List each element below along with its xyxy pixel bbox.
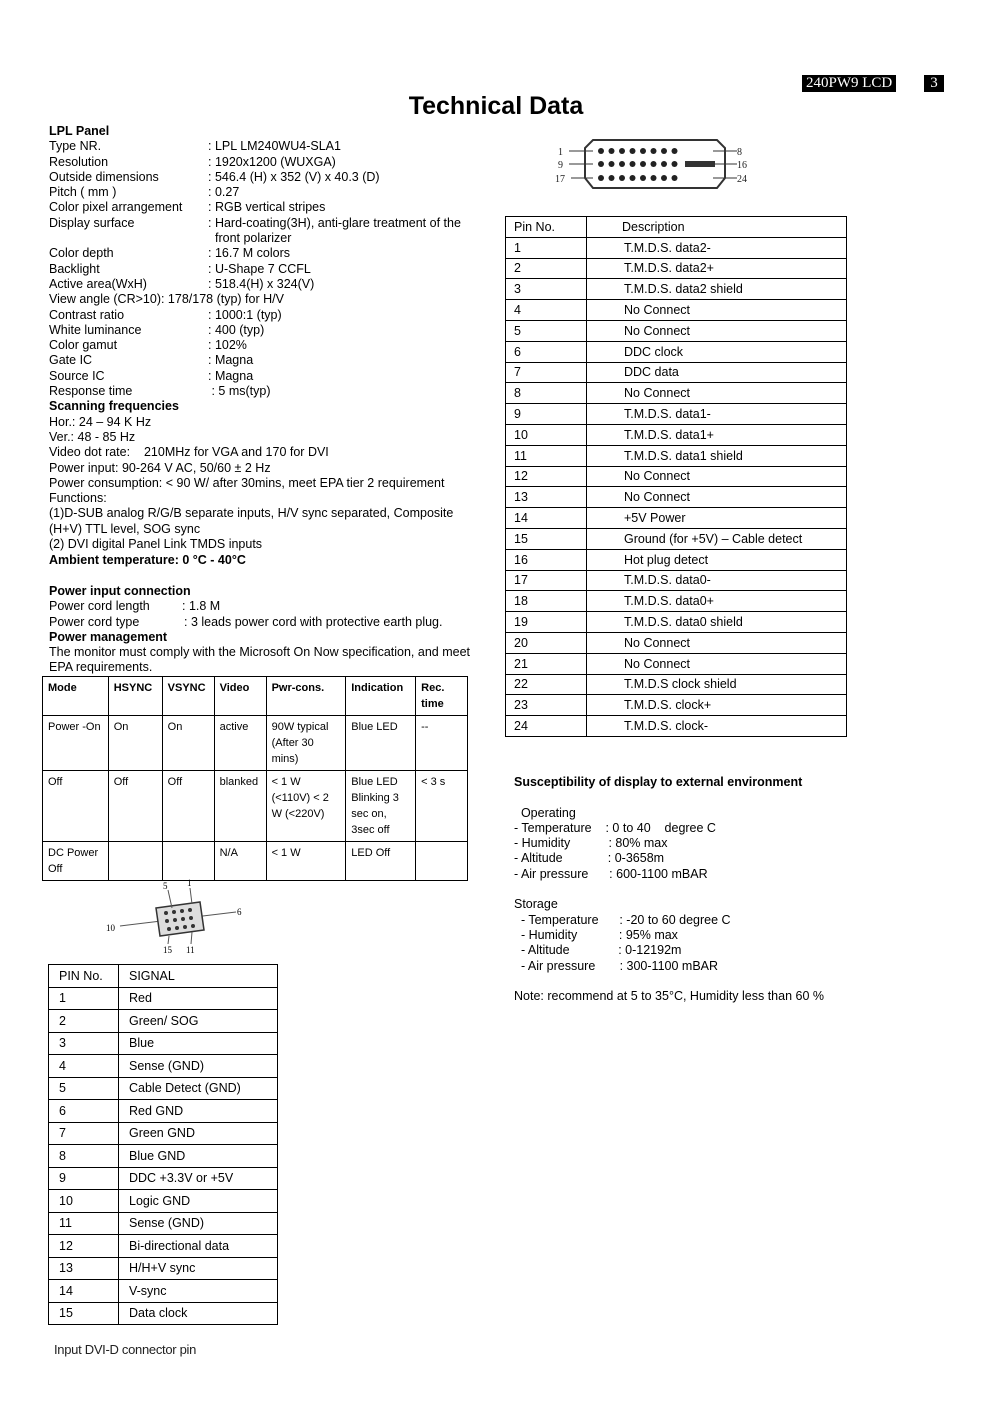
power-management-body: [43, 716, 468, 881]
spec-row-continued: [49, 231, 489, 246]
pm-col-header: Pwr-cons.: [266, 677, 346, 716]
vga-pin-row: [49, 1032, 278, 1055]
dvi-pin-dot: [661, 175, 667, 181]
dvi-pin-description: +5V Power: [587, 508, 847, 529]
dvi-pin-row: [506, 487, 847, 508]
dvi-pin-row: [506, 632, 847, 653]
vga-pin-signal: Blue: [119, 1032, 278, 1055]
pm-cell: [162, 842, 214, 881]
dvi-pin-dot: [609, 161, 615, 167]
dvi-pin-number: 8: [506, 383, 587, 404]
vga-pin-body: [49, 987, 278, 1325]
dvi-pin-description: T.M.D.S. clock-: [587, 716, 847, 737]
vga-pin-table: [48, 964, 278, 1325]
spec-value: : Magna: [208, 353, 254, 368]
dvi-pin-number: 22: [506, 674, 587, 695]
spec-value: : 0.27: [208, 185, 240, 200]
dvi-pin-label-8: 8: [737, 147, 742, 158]
page-title: Technical Data: [408, 92, 584, 120]
dvi-pin-description: T.M.D.S. data0 shield: [587, 612, 847, 633]
vga-pin-signal: Green GND: [119, 1122, 278, 1145]
dvi-pin-row: [506, 424, 847, 445]
spacer: [514, 790, 934, 805]
dvi-pin-description: DDC data: [587, 362, 847, 383]
dvi-pin-number: 5: [506, 320, 587, 341]
spacer: [514, 882, 934, 897]
vga-pin-label-10: 10: [106, 923, 115, 933]
power-input-heading: Power input connection: [49, 583, 191, 598]
dvi-pin-description: No Connect: [587, 466, 847, 487]
vga-pin-row: [49, 1122, 278, 1145]
pm-cell: --: [416, 716, 468, 771]
dvi-pin-row: [506, 716, 847, 737]
power-management-heading: Power management: [49, 629, 168, 644]
vga-pin-signal: Data clock: [119, 1302, 278, 1325]
dvi-pin-description: T.M.D.S. data0-: [587, 570, 847, 591]
dvi-pin-number: 2: [506, 258, 587, 279]
spec-label: Type NR.: [49, 139, 102, 154]
dvi-pin-row: [506, 570, 847, 591]
vga-pin-row: [49, 1257, 278, 1280]
dvi-pin-row: [506, 591, 847, 612]
pm-cell: DC Power Off: [43, 842, 109, 881]
dvi-pin-row: [506, 612, 847, 633]
storage-title: Storage: [514, 897, 558, 912]
dvi-pin-label-17: 17: [555, 174, 565, 185]
vga-pin-number: 14: [49, 1280, 119, 1303]
pm-col-header: VSYNC: [162, 677, 214, 716]
spec-label: Source IC: [49, 368, 105, 383]
vga-pin-header-row: [49, 965, 278, 988]
vga-pin-row: [49, 1145, 278, 1168]
pm-cell: [416, 842, 468, 881]
pm-cell: Blue LED: [346, 716, 416, 771]
spec-value: : 400 (typ): [208, 322, 265, 337]
pm-cell: blanked: [214, 771, 266, 842]
spec-row: [49, 200, 489, 215]
dvi-pin-description: No Connect: [587, 487, 847, 508]
spec-label: Color gamut: [49, 338, 118, 353]
dvi-pin-dot: [609, 175, 615, 181]
storage-conditions: [514, 913, 934, 974]
pm-cell: active: [214, 716, 266, 771]
pm-cell: Blue LED Blinking 3 sec on, 3sec off: [346, 771, 416, 842]
environment-line: - Temperature : -20 to 60 degree C: [514, 912, 731, 927]
dvi-pin-number: 19: [506, 612, 587, 633]
vga-pin-row: [49, 1077, 278, 1100]
dvi-pin-description: No Connect: [587, 632, 847, 653]
spec-row: [49, 262, 489, 277]
scanning-line: Power input: 90-264 V AC, 50/60 ± 2 Hz: [49, 460, 271, 475]
vga-pin-number: 3: [49, 1032, 119, 1055]
vga-pin-row: [49, 1302, 278, 1325]
spec-label: Contrast ratio: [49, 307, 125, 322]
panel-specs-2: [49, 308, 489, 400]
dvi-pin-number: 16: [506, 549, 587, 570]
spec-value-continued: front polarizer: [215, 231, 292, 246]
dvi-pin-dot: [619, 148, 625, 154]
vga-pin-row: [49, 1235, 278, 1258]
dvi-pin-description: T.M.D.S. data2-: [587, 237, 847, 258]
dvi-pin-row: [506, 300, 847, 321]
dvi-pin-dot: [640, 148, 646, 154]
pm-col-header: Indication: [346, 677, 416, 716]
environment-line: - Air pressure : 300-1100 mBAR: [514, 958, 719, 973]
dvi-pin-description: T.M.D.S. clock+: [587, 695, 847, 716]
dvi-pin-description: T.M.D.S. data2 shield: [587, 279, 847, 300]
vga-pin-signal: DDC +3.3V or +5V: [119, 1167, 278, 1190]
dvi-pin-col-header: Pin No.: [506, 217, 587, 238]
power-management-table: [42, 676, 468, 881]
dvi-pin-dot: [598, 175, 604, 181]
vga-pin-number: 5: [49, 1077, 119, 1100]
dvi-pin-body: [506, 237, 847, 736]
vga-pin-number: 9: [49, 1167, 119, 1190]
ambient-temperature: Ambient temperature: 0 °C - 40°C: [49, 553, 246, 568]
pm-cell: [108, 842, 162, 881]
operating-title: Operating: [514, 805, 576, 820]
dvi-pin-description: No Connect: [587, 320, 847, 341]
spec-value: : 102%: [208, 338, 247, 353]
power-management-text: The monitor must comply with the Microsoft On Now specification, and meet EPA requirements.: [49, 645, 470, 675]
vga-pin-signal: Sense (GND): [119, 1055, 278, 1078]
environment-note: Note: recommend at 5 to 35°C, Humidity less than 60 %: [514, 989, 825, 1004]
dvi-pin-number: 12: [506, 466, 587, 487]
dvi-pin-description: No Connect: [587, 300, 847, 321]
spec-label: Outside dimensions: [49, 169, 159, 184]
dvi-pin-header-row: [506, 217, 847, 238]
environment-line: - Humidity : 95% max: [514, 927, 678, 942]
vga-connector-diagram: [100, 876, 260, 958]
environment-line: - Humidity : 80% max: [514, 836, 668, 851]
spec-value: : U-Shape 7 CCFL: [208, 261, 311, 276]
dvi-pin-description: T.M.D.S. data2+: [587, 258, 847, 279]
scanning-line: (H+V) TTL level, SOG sync: [49, 521, 201, 536]
vga-pin-row: [49, 1055, 278, 1078]
panel-specs: [49, 139, 489, 292]
dvi-pin-description: DDC clock: [587, 341, 847, 362]
pm-col-header: Video: [214, 677, 266, 716]
pm-col-header: HSYNC: [108, 677, 162, 716]
spec-label: Gate IC: [49, 353, 93, 368]
dvi-pin-row: [506, 549, 847, 570]
dvi-pin-row: [506, 404, 847, 425]
vga-pin-signal: Red GND: [119, 1100, 278, 1123]
vga-pin-signal: Blue GND: [119, 1145, 278, 1168]
dvi-pin-number: 9: [506, 404, 587, 425]
dvi-pin-number: 15: [506, 528, 587, 549]
dvi-pin-number: 13: [506, 487, 587, 508]
pm-col-header: Rec. time: [416, 677, 468, 716]
dvi-pin-description: Ground (for +5V) – Cable detect: [587, 528, 847, 549]
vga-pin-number: 4: [49, 1055, 119, 1078]
dvi-pin-dot: [640, 175, 646, 181]
dvi-pin-description: T.M.D.S. data1+: [587, 424, 847, 445]
spec-value: : 1000:1 (typ): [208, 307, 282, 322]
dvi-pin-row: [506, 528, 847, 549]
vga-pin-signal: Red: [119, 987, 278, 1010]
power-cord-length-label: Power cord length: [49, 599, 150, 614]
spec-label: Color depth: [49, 246, 114, 261]
pm-cell: On: [162, 716, 214, 771]
vga-pin-label-6: 6: [237, 907, 242, 917]
scanning-line: Power consumption: < 90 W/ after 30mins, meet EPA tier 2 requirement: [49, 475, 445, 490]
pm-col-header: Mode: [43, 677, 109, 716]
dvi-pin-dot: [619, 161, 625, 167]
spec-value: : LPL LM240WU4-SLA1: [208, 139, 341, 154]
dvi-pin-dot: [661, 148, 667, 154]
vga-pin-signal: H/H+V sync: [119, 1257, 278, 1280]
dvi-pin-description: T.M.D.S clock shield: [587, 674, 847, 695]
power-cord-length-value: : 1.8 M: [182, 599, 221, 614]
spacer: [514, 974, 934, 989]
dvi-pin-row: [506, 258, 847, 279]
power-cord-type-value: : 3 leads power cord with protective earth plug.: [184, 614, 443, 629]
dvi-pin-row: [506, 237, 847, 258]
dvi-pin-label-1: 1: [558, 147, 563, 158]
dvi-pin-description: Hot plug detect: [587, 549, 847, 570]
vga-pin-label-5: 5: [163, 881, 168, 891]
page-number: 3: [924, 75, 944, 92]
spec-row: [49, 338, 489, 353]
scanning-heading: Scanning frequencies: [49, 399, 179, 414]
pm-cell: Off: [43, 771, 109, 842]
vga-pin-label-11: 11: [186, 945, 195, 955]
dvi-pin-description: T.M.D.S. data1-: [587, 404, 847, 425]
scanning-line: Video dot rate: 210MHz for VGA and 170 for DVI: [49, 445, 329, 460]
power-management-header-row: [43, 677, 468, 716]
scanning-line: Ver.: 48 - 85 Hz: [49, 429, 136, 444]
vga-pin-number: 10: [49, 1190, 119, 1213]
dvi-pin-number: 17: [506, 570, 587, 591]
pm-cell: LED Off: [346, 842, 416, 881]
vga-pin-row: [49, 1100, 278, 1123]
vga-pin-col-header: PIN No.: [49, 965, 119, 988]
pm-cell: < 3 s: [416, 771, 468, 842]
environment-line: - Altitude : 0-12192m: [514, 943, 682, 958]
dvi-pin-row: [506, 383, 847, 404]
dvi-pin-number: 23: [506, 695, 587, 716]
environment-section: [514, 775, 934, 1004]
dvi-pin-table: [505, 216, 847, 737]
pm-cell: Power -On: [43, 716, 109, 771]
figure-caption: Input DVI-D connector pin: [54, 1342, 197, 1357]
vga-pin-signal: Green/ SOG: [119, 1010, 278, 1033]
dvi-pin-number: 10: [506, 424, 587, 445]
dvi-pin-row: [506, 695, 847, 716]
lpl-panel-heading: LPL Panel: [49, 124, 110, 138]
pm-cell: Off: [108, 771, 162, 842]
pm-cell: Off: [162, 771, 214, 842]
spec-label: White luminance: [49, 322, 142, 337]
dvi-pin-number: 21: [506, 653, 587, 674]
dvi-pin-description: T.M.D.S. data0+: [587, 591, 847, 612]
spec-value: : 546.4 (H) x 352 (V) x 40.3 (D): [208, 169, 380, 184]
dvi-pin-row: [506, 674, 847, 695]
spec-row: [49, 139, 489, 154]
dvi-desc-col-header: Description: [587, 217, 847, 238]
spec-value: : Hard-coating(3H), anti-glare treatment of the: [208, 215, 461, 230]
dvi-pin-label-16: 16: [737, 160, 747, 171]
vga-pin-row: [49, 1010, 278, 1033]
dvi-pin-dot: [598, 161, 604, 167]
vga-pin-number: 8: [49, 1145, 119, 1168]
dvi-pin-row: [506, 445, 847, 466]
spec-row: [49, 246, 489, 261]
spec-row: [49, 308, 489, 323]
pm-cell: < 1 W: [266, 842, 346, 881]
dvi-pin-number: 7: [506, 362, 587, 383]
vga-pin-row: [49, 987, 278, 1010]
dvi-pin-row: [506, 362, 847, 383]
spec-label: Response time: [49, 384, 133, 399]
dvi-pin-dot: [609, 148, 615, 154]
dvi-pin-number: 3: [506, 279, 587, 300]
dvi-pin-number: 6: [506, 341, 587, 362]
vga-pin-number: 15: [49, 1302, 119, 1325]
dvi-pin-dot: [630, 161, 636, 167]
spec-label: Color pixel arrangement: [49, 200, 183, 215]
spec-row: [49, 155, 489, 170]
vga-pin-number: 7: [49, 1122, 119, 1145]
spec-label: Resolution: [49, 154, 109, 169]
vga-pin-number: 1: [49, 987, 119, 1010]
spec-row: [49, 369, 489, 384]
spec-row: [49, 384, 489, 399]
spec-label: Pitch ( mm ): [49, 185, 117, 200]
environment-line: - Temperature : 0 to 40 degree C: [514, 820, 716, 835]
spec-value: : Magna: [208, 368, 254, 383]
dvi-pin-row: [506, 466, 847, 487]
pm-cell: N/A: [214, 842, 266, 881]
dvi-pin-number: 14: [506, 508, 587, 529]
spacer: [49, 569, 489, 584]
dvi-pin-dot: [640, 161, 646, 167]
view-angle: View angle (CR>10): 178/178 (typ) for H/V: [49, 292, 284, 307]
dvi-pin-number: 1: [506, 237, 587, 258]
vga-pin-number: 12: [49, 1235, 119, 1258]
dvi-pin-dot: [672, 175, 678, 181]
scanning-line: Functions:: [49, 491, 107, 506]
header-model: 240PW9 LCD: [802, 75, 896, 92]
spec-row: [49, 353, 489, 368]
vga-signal-col-header: SIGNAL: [119, 965, 278, 988]
dvi-pin-label-24: 24: [737, 174, 747, 185]
vga-pin-row: [49, 1190, 278, 1213]
vga-pin-row: [49, 1280, 278, 1303]
dvi-pin-number: 18: [506, 591, 587, 612]
vga-pin-signal: Sense (GND): [119, 1212, 278, 1235]
dvi-pin-description: No Connect: [587, 383, 847, 404]
dvi-connector-diagram: [553, 136, 755, 190]
dvi-pin-dot: [672, 161, 678, 167]
environment-line: - Air pressure : 600-1100 mBAR: [514, 866, 708, 881]
scanning-line: Hor.: 24 – 94 K Hz: [49, 414, 152, 429]
power-cord-type-label: Power cord type: [49, 614, 140, 629]
dvi-pin-dot: [630, 175, 636, 181]
vga-pin-signal: Bi-directional data: [119, 1235, 278, 1258]
vga-pin-label-1: 1: [187, 878, 192, 888]
scanning-lines: [49, 415, 489, 553]
spec-row: [49, 185, 489, 200]
spec-value: : 5 ms(typ): [208, 384, 271, 399]
pm-cell: 90W typical (After 30 mins): [266, 716, 346, 771]
dvi-pin-dot: [651, 148, 657, 154]
dvi-pin-description: No Connect: [587, 653, 847, 674]
pm-row: [43, 842, 468, 881]
spec-section: [49, 124, 489, 676]
spec-row: [49, 216, 489, 231]
dvi-pin-dot: [672, 148, 678, 154]
operating-conditions: [514, 821, 934, 882]
pm-cell: < 1 W (<110V) < 2 W (<220V): [266, 771, 346, 842]
spec-label: Active area(WxH): [49, 276, 147, 291]
pm-cell: On: [108, 716, 162, 771]
vga-pin-number: 11: [49, 1212, 119, 1235]
dvi-pin-dot: [661, 161, 667, 167]
scanning-line: (1)D-SUB analog R/G/B separate inputs, H/V sync separated, Composite: [49, 506, 454, 521]
power-cord-length: [49, 599, 489, 614]
vga-pin-signal: V-sync: [119, 1280, 278, 1303]
dvi-pin-number: 20: [506, 632, 587, 653]
dvi-pin-row: [506, 508, 847, 529]
dvi-pin-label-9: 9: [558, 160, 563, 171]
vga-pin-number: 13: [49, 1257, 119, 1280]
spec-label: Backlight: [49, 261, 100, 276]
spec-label: Display surface: [49, 215, 135, 230]
dvi-pin-dot: [630, 148, 636, 154]
vga-pin-label-15: 15: [163, 945, 172, 955]
spec-value: : 1920x1200 (WUXGA): [208, 154, 336, 169]
spec-row: [49, 277, 489, 292]
vga-pin-signal: Logic GND: [119, 1190, 278, 1213]
power-cord-type: [49, 615, 489, 630]
dvi-pin-number: 24: [506, 716, 587, 737]
dvi-pin-number: 4: [506, 300, 587, 321]
dvi-pin-dot: [598, 148, 604, 154]
environment-heading: Susceptibility of display to external environment: [514, 775, 803, 789]
dvi-pin-row: [506, 653, 847, 674]
dvi-pin-dot: [619, 175, 625, 181]
vga-pin-row: [49, 1212, 278, 1235]
spec-value: : 518.4(H) x 324(V): [208, 276, 315, 291]
dvi-pin-dot: [651, 161, 657, 167]
spec-row: [49, 170, 489, 185]
dvi-pin-number: 11: [506, 445, 587, 466]
pm-row: [43, 771, 468, 842]
spec-value: : 16.7 M colors: [208, 246, 290, 261]
pm-row: [43, 716, 468, 771]
scanning-line: (2) DVI digital Panel Link TMDS inputs: [49, 537, 263, 552]
vga-pin-signal: Cable Detect (GND): [119, 1077, 278, 1100]
spec-value: : RGB vertical stripes: [208, 200, 326, 215]
dvi-pin-row: [506, 341, 847, 362]
spec-row: [49, 323, 489, 338]
dvi-pin-description: T.M.D.S. data1 shield: [587, 445, 847, 466]
vga-pin-number: 2: [49, 1010, 119, 1033]
vga-pin-row: [49, 1167, 278, 1190]
environment-line: - Altitude : 0-3658m: [514, 851, 665, 866]
vga-pin-number: 6: [49, 1100, 119, 1123]
dvi-pin-row: [506, 320, 847, 341]
dvi-pin-dot: [651, 175, 657, 181]
dvi-pin-row: [506, 279, 847, 300]
